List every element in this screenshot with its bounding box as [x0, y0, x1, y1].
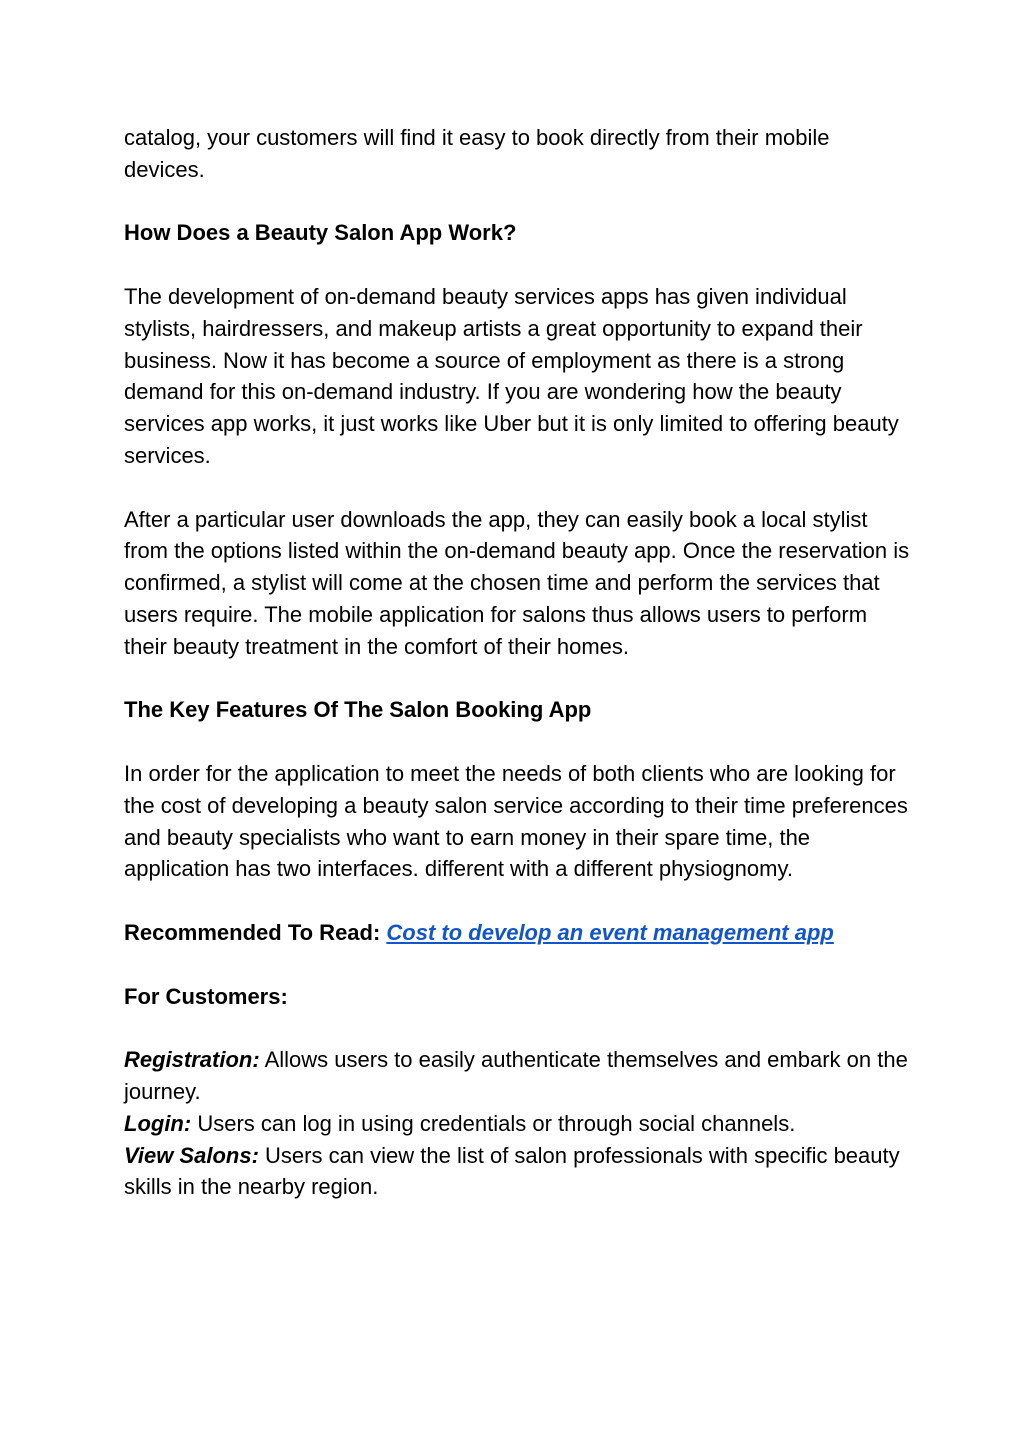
intro-paragraph: catalog, your customers will find it easy to book directly from their mobile devices. — [124, 125, 830, 182]
document-page — [124, 122, 914, 1203]
feature-description: Allows users to easily authenticate themselves and embark on the journey. — [124, 1047, 908, 1104]
feature-description: Users can log in using credentials or through social channels. — [191, 1110, 796, 1136]
recommended-to-read — [124, 917, 914, 949]
paragraph-after-download: After a particular user downloads the app, they can easily book a local stylist from the options listed within the on-demand beauty app. Once the reservation is confirmed, a stylist will come at the chosen time and perform the services that users require. The mobile application for salons thus allows users to perform their beauty treatment in the comfort of their homes. — [124, 506, 910, 659]
feature-term: Login: — [124, 1110, 192, 1136]
feature-term: Registration: — [124, 1047, 260, 1073]
feature-item-login — [124, 1108, 914, 1140]
heading-for-customers: For Customers: — [124, 983, 288, 1009]
event-management-app-link[interactable]: Cost to develop an event management app — [386, 919, 834, 945]
paragraph-two-interfaces: In order for the application to meet the needs of both clients who are looking for the cost of developing a beauty salon service according to their time preferences and beauty specialists who want to earn money in their spare time, the application has two interfaces. different with a different physiognomy. — [124, 760, 908, 882]
feature-term: View Salons: — [124, 1142, 259, 1168]
feature-description: Users can view the list of salon professionals with specific beauty skills in the nearby region. — [124, 1142, 900, 1200]
paragraph-development: The development of on-demand beauty services apps has given individual stylists, hairdressers, and makeup artists a great opportunity to expand their business. Now it has become a source of employment as there is a strong demand for this on-demand industry. If you are wondering how the beauty services app works, it just works like Uber but it is only limited to offering beauty services. — [124, 283, 899, 468]
heading-how-app-works: How Does a Beauty Salon App Work? — [124, 220, 517, 246]
feature-item-registration — [124, 1044, 914, 1108]
feature-item-view-salons — [124, 1140, 914, 1204]
heading-key-features: The Key Features Of The Salon Booking App — [124, 697, 592, 723]
recommended-label: Recommended To Read: — [124, 919, 387, 945]
